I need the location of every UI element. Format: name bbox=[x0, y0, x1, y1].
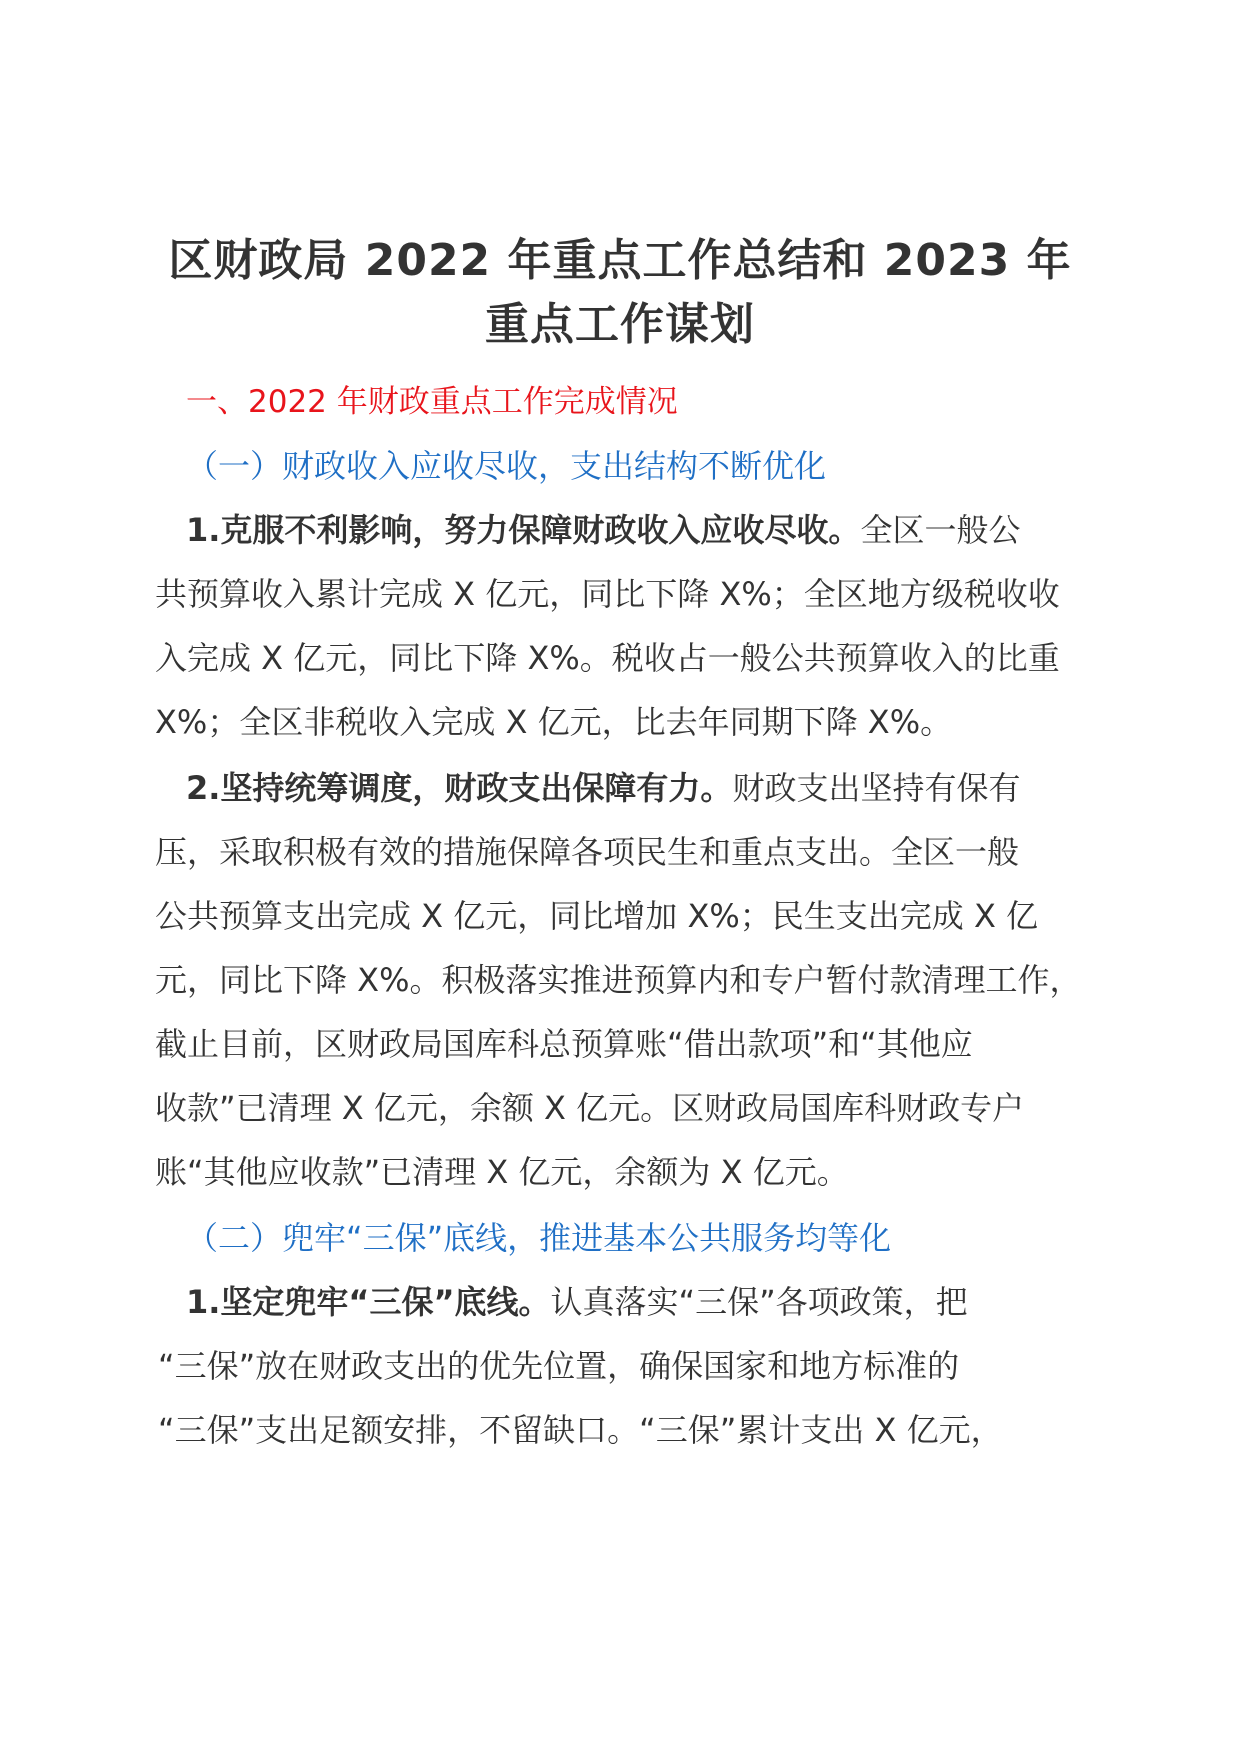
paragraph-2-line-7: 账“其他应收款”已清理 X 亿元，余额为 X 亿元。 bbox=[155, 1153, 849, 1191]
paragraph-2-line-6: 收款”已清理 X 亿元，余额 X 亿元。区财政局国库科财政专户 bbox=[155, 1089, 1025, 1127]
paragraph-2-lead: 2.坚持统筹调度，财政支出保障有力。 bbox=[186, 769, 733, 807]
paragraph-1-text: 全区一般公 bbox=[860, 511, 1021, 549]
paragraph-1-line-1 bbox=[186, 510, 1146, 552]
paragraph-1-line-2: 共预算收入累计完成 X 亿元，同比下降 X%；全区地方级税收收 bbox=[155, 575, 1060, 613]
paragraph-3-line-1 bbox=[186, 1282, 1146, 1324]
paragraph-2-line-1 bbox=[186, 768, 1146, 810]
paragraph-2-line-3: 公共预算支出完成 X 亿元，同比增加 X%；民生支出完成 X 亿 bbox=[155, 897, 1039, 935]
paragraph-1-lead: 1.克服不利影响，努力保障财政收入应收尽收。 bbox=[186, 511, 861, 549]
subsection-heading-2: （二）兜牢“三保”底线，推进基本公共服务均等化 bbox=[186, 1219, 892, 1257]
document-title-line-2: 重点工作谋划 bbox=[485, 299, 755, 350]
paragraph-3-line-2: “三保”放在财政支出的优先位置，确保国家和地方标准的 bbox=[158, 1347, 960, 1385]
paragraph-1-line-4: X%；全区非税收入完成 X 亿元，比去年同期下降 X%。 bbox=[155, 703, 953, 741]
paragraph-3-text: 认真落实“三保”各项政策，把 bbox=[550, 1283, 968, 1321]
paragraph-2-line-4: 元，同比下降 X%。积极落实推进预算内和专户暂付款清理工作， bbox=[155, 961, 1082, 999]
paragraph-2-line-2: 压，采取积极有效的措施保障各项民生和重点支出。全区一般 bbox=[155, 833, 1020, 871]
paragraph-3-line-3: “三保”支出足额安排，不留缺口。“三保”累计支出 X 亿元， bbox=[158, 1411, 1003, 1449]
paragraph-1-line-3: 入完成 X 亿元，同比下降 X%。税收占一般公共预算收入的比重 bbox=[155, 639, 1060, 677]
paragraph-3-lead: 1.坚定兜牢“三保”底线。 bbox=[186, 1283, 551, 1321]
paragraph-2-text: 财政支出坚持有保有 bbox=[732, 769, 1021, 807]
document-title-line-1: 区财政局 2022 年重点工作总结和 2023 年 bbox=[168, 235, 1072, 286]
section-heading: 一、2022 年财政重点工作完成情况 bbox=[186, 384, 678, 420]
paragraph-2-line-5: 截止目前，区财政局国库科总预算账“借出款项”和“其他应 bbox=[155, 1025, 973, 1063]
subsection-heading-1: （一）财政收入应收尽收，支出结构不断优化 bbox=[186, 447, 827, 485]
